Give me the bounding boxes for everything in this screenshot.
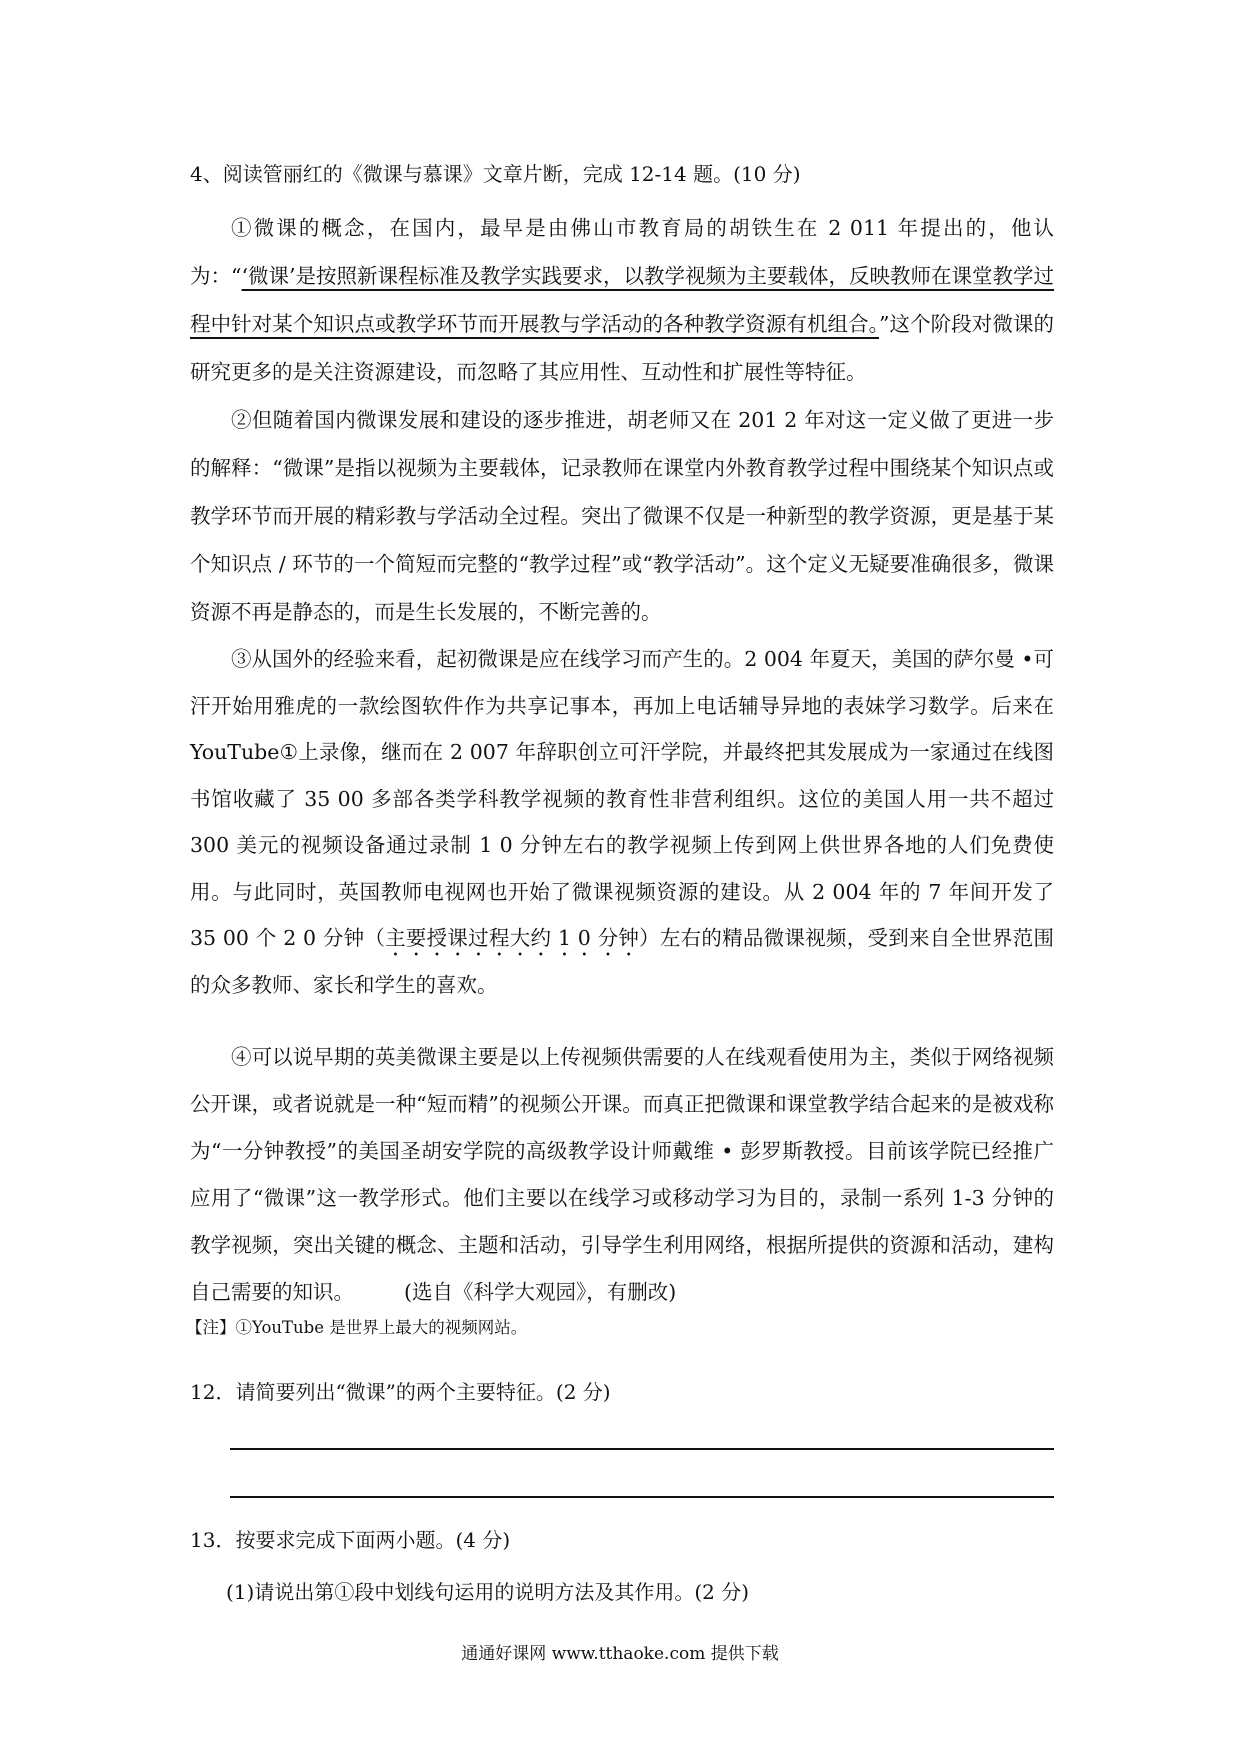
paragraph-3-tail: ）左右的精品微课视频，受到来自全世界范围的众多教师、家长和学生的喜欢。 xyxy=(190,926,1054,997)
paragraph-2: ②但随着国内微课发展和建设的逐步推进，胡老师又在 201 2 年对这一定义做了更进一步的解释：“微课”是指以视频为主要载体，记录教师在课堂内外教育教学过程中围绕某个知识点或教学环节而开展的精彩教与学活动全过程。突出了微课不仅是一种新型的教学资源，更是基于某个知识点 / 环节的一个简短而完整的“教学过程”或“教学活动”。这个定义无疑要准确很多，微课资源不再是静态的，而是生长发展的，不断完善的。 xyxy=(190,408,1054,624)
answer-line-1[interactable] xyxy=(230,1448,1054,1450)
answer-line-2[interactable] xyxy=(230,1496,1054,1498)
section-heading: 4、阅读管丽红的《微课与慕课》文章片断，完成 12-14 题。(10 分) xyxy=(190,162,801,186)
source-citation: (选自《科学大观园》，有删改) xyxy=(404,1280,677,1304)
paragraph-1-lead: ①微课的概念，在国内，最早是由佛山市教育局的胡铁生在 2 011 年提出的，他认为：“ xyxy=(190,216,1054,288)
underlined-sentence: ‘微课’是按照新课程标准及教学实践要求，以教学视频为主要载体，反映教师在课堂教学过程中针对某个知识点或教学环节而开展教与学活动的各种教学资源有机组合。 xyxy=(190,264,1055,336)
dotted-phrase: 主要授课过程大约 1 0 分钟 xyxy=(385,926,640,950)
paragraph-1 xyxy=(190,204,1054,396)
paragraph-4 xyxy=(190,1034,1054,1316)
paragraph-1-tail: ”这个阶段对微课的研究更多的是关注资源建设，而忽略了其应用性、互动性和扩展性等特征。 xyxy=(190,312,1055,384)
question-13-part-1: (1)请说出第①段中划线句运用的说明方法及其作用。(2 分) xyxy=(226,1580,750,1604)
question-12: 12．请简要列出“微课”的两个主要特征。(2 分) xyxy=(190,1380,611,1404)
question-13: 13．按要求完成下面两小题。(4 分) xyxy=(190,1528,511,1552)
footnote: 【注】①YouTube 是世界上最大的视频网站。 xyxy=(186,1318,528,1337)
paragraph-4-text: ④可以说早期的英美微课主要是以上传视频供需要的人在线观看使用为主，类似于网络视频公开课，或者说就是一种“短而精”的视频公开课。而真正把微课和课堂教学结合起来的是被戏称为“一分钟教授”的美国圣胡安学院的高级教学设计师戴维 • 彭罗斯教授。目前该学院已经推广应用了“微课”这一教学形式。他们主要以在线学习或移动学习为目的，录制一系列 1-3 分钟的教学视频，突出关键的概念、主题和活动，引导学生利用网络，根据所提供的资源和活动，建构自己需要的知识。 xyxy=(190,1045,1054,1304)
page-footer: 通通好课网 www.tthaoke.com 提供下载 xyxy=(461,1644,779,1664)
paragraph-3-lead: ③从国外的经验来看，起初微课是应在线学习而产生的。2 004 年夏天，美国的萨尔曼 •可汗开始用雅虎的一款绘图软件作为共享记事本，再加上电话辅导异地的表妹学习数学。后来在 YouTube①上录像，继而在 2 007 年辞职创立可汗学院，并最终把其发展成为一家通过在线图书馆收藏了 35 00 多部各类学科教学视频的教育性非营利组织。这位的美国人用一共不超过 300 美元的视频设备通过录制 1 0 分钟左右的教学视频上传到网上供世界各地的人们免费使用。与此同时，英国教师电视网也开始了微课视频资源的建设。从 2 004 年的 7 年间开发了 35 00 个 2 0 分钟（ xyxy=(190,647,1054,950)
paragraph-3 xyxy=(190,636,1054,1008)
